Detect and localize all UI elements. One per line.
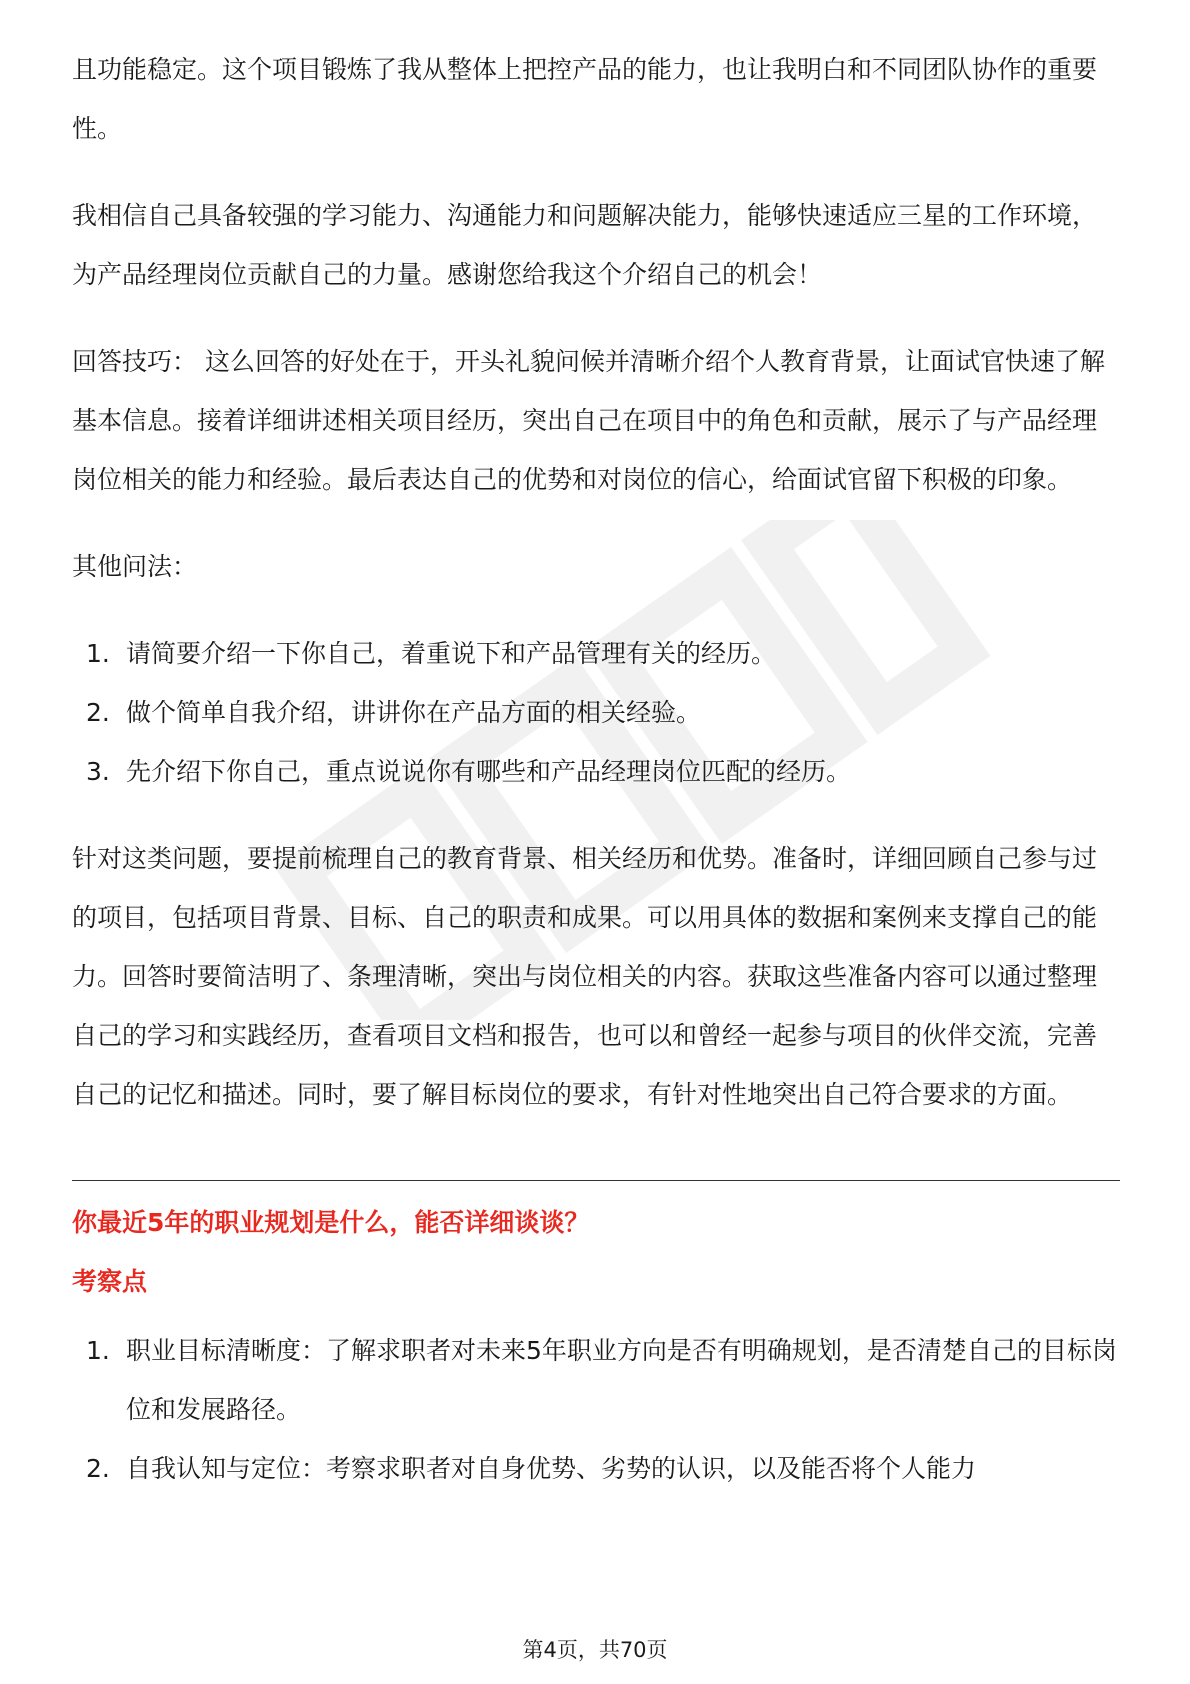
list-item: 1. 职业目标清晰度：了解求职者对未来5年职业方向是否有明确规划，是否清楚自己的目标岗位和发展路径。	[86, 1336, 1117, 1424]
answer-tips-paragraph: 回答技巧： 这么回答的好处在于，开头礼貌问候并清晰介绍个人教育背景，让面试官快速了解基本信息。接着详细讲述相关项目经历，突出自己在项目中的角色和贡献，展示了与产品经理岗位相关的能力和经验。最后表达自己的优势和对岗位的信心，给面试官留下积极的印象。	[72, 347, 1105, 494]
paragraph: 我相信自己具备较强的学习能力、沟通能力和问题解决能力，能够快速适应三星的工作环境，为产品经理岗位贡献自己的力量。感谢您给我这个介绍自己的机会！	[72, 201, 1098, 289]
question-title: 你最近5年的职业规划是什么，能否详细谈谈？	[72, 1208, 590, 1237]
section-divider	[72, 1180, 1120, 1181]
other-questions-heading: 其他问法：	[72, 552, 198, 581]
preparation-paragraph: 针对这类问题，要提前梳理自己的教育背景、相关经历和优势。准备时，详细回顾自己参与过的项目，包括项目背景、目标、自己的职责和成果。可以用具体的数据和案例来支撑自己的能力。回答时要简洁明了、条理清晰，突出与岗位相关的内容。获取这些准备内容可以通过整理自己的学习和实践经历，查看项目文档和报告，也可以和曾经一起参与项目的伙伴交流，完善自己的记忆和描述。同时，要了解目标岗位的要求，有针对性地突出自己符合要求的方面。	[72, 844, 1098, 1109]
list-item: 2. 自我认知与定位：考察求职者对自身优势、劣势的认识，以及能否将个人能力	[86, 1454, 977, 1483]
page-footer: 第4页，共70页	[522, 1638, 668, 1662]
other-questions-list	[72, 624, 1120, 801]
document-page	[72, 40, 1120, 1498]
list-item: 1. 请简要介绍一下你自己，着重说下和产品管理有关的经历。	[86, 639, 777, 668]
paragraph: 且功能稳定。这个项目锻炼了我从整体上把控产品的能力，也让我明白和不同团队协作的重要性。	[72, 55, 1098, 143]
list-item: 3. 先介绍下你自己，重点说说你有哪些和产品经理岗位匹配的经历。	[86, 757, 852, 786]
list-item: 2. 做个简单自我介绍，讲讲你在产品方面的相关经验。	[86, 698, 702, 727]
question-subtitle: 考察点	[72, 1267, 148, 1296]
assessment-points-list	[72, 1321, 1120, 1498]
